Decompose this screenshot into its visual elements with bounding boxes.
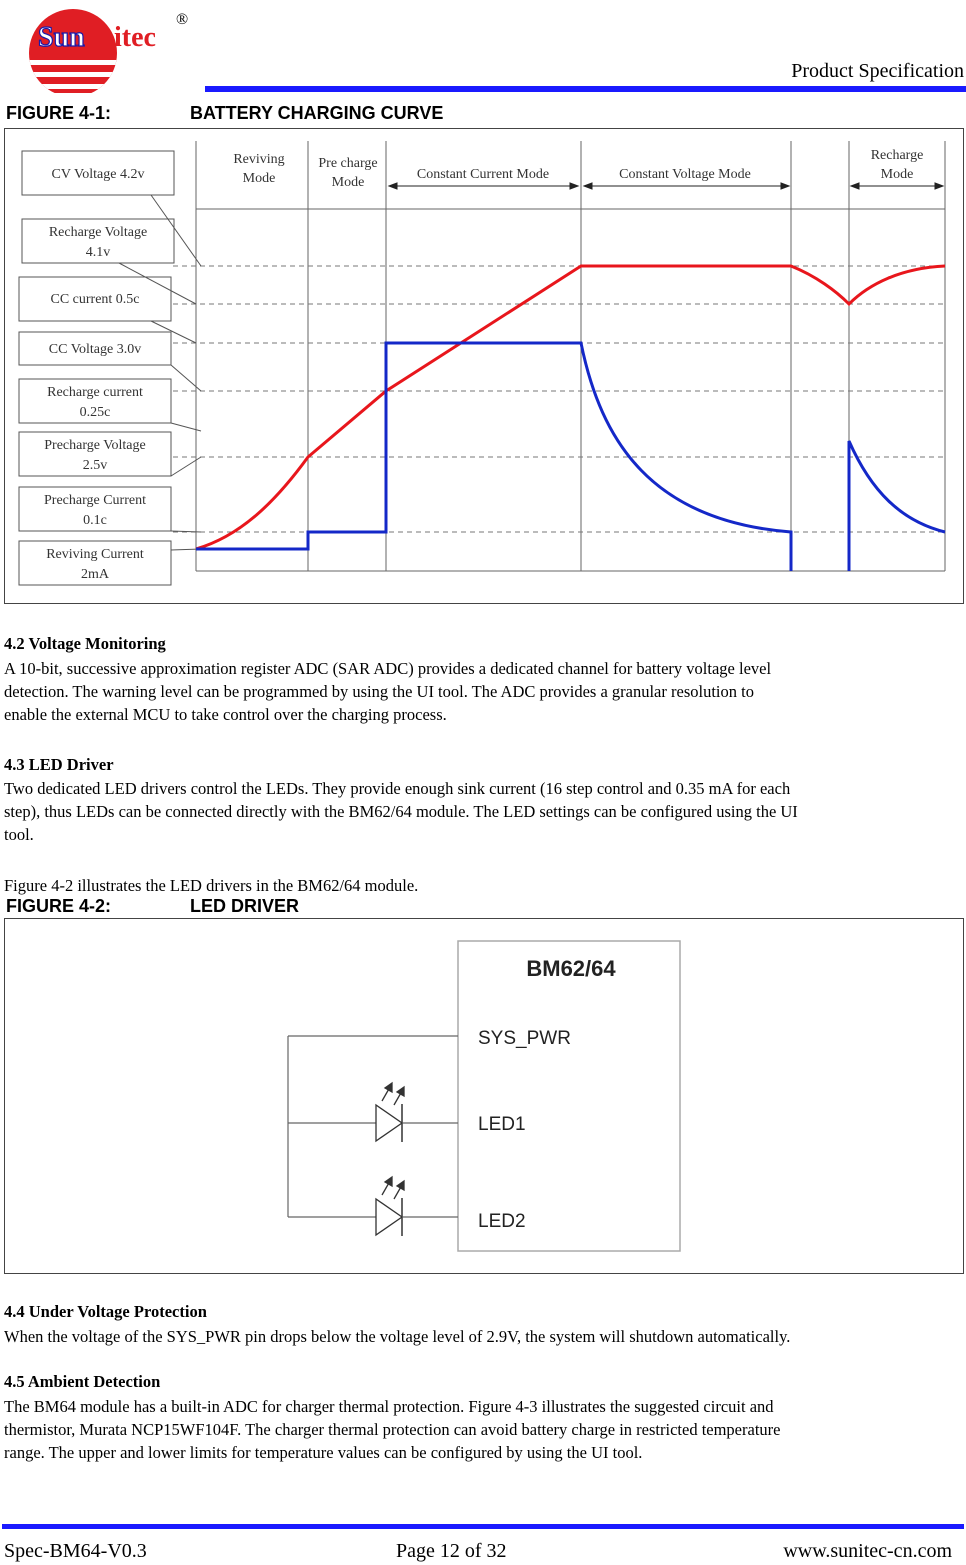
section-4-2-line-1: A 10-bit, successive approximation register ADC (SAR ADC) provides a dedicated channel for battery voltage level — [4, 659, 772, 678]
label-cc-voltage: CC Voltage 3.0v — [48, 342, 142, 357]
figure-1-frame — [4, 128, 964, 604]
label-cv-voltage: CV Voltage 4.2v — [51, 167, 145, 182]
led-driver-diagram — [5, 919, 963, 1273]
section-4-2-line-2: detection. The warning level can be programmed by using the UI tool. The ADC provides a granular resolution to — [4, 682, 754, 701]
section-4-3-line-3: tool. — [4, 825, 34, 844]
header-title: Product Specification — [791, 60, 964, 82]
section-4-3-figure-ref: Figure 4-2 illustrates the LED drivers in the BM62/64 module. — [4, 876, 419, 895]
sunitec-logo — [28, 8, 228, 93]
mode-reviving-line2: Mode — [242, 171, 276, 186]
label-recharge-voltage-line2: 4.1v — [85, 245, 111, 260]
section-4-3-title: 4.3 LED Driver — [4, 755, 114, 774]
charging-curve-diagram — [5, 129, 963, 603]
mode-precharge-line2: Mode — [331, 175, 365, 190]
mode-constant-voltage: Constant Voltage Mode — [619, 167, 751, 182]
led2-diode-icon — [376, 1177, 404, 1236]
registered-mark: ® — [176, 11, 189, 28]
figure-2-number: FIGURE 4-2: — [6, 896, 112, 916]
label-cc-current: CC current 0.5c — [50, 292, 140, 307]
pin-led1: LED1 — [478, 1114, 526, 1135]
label-recharge-voltage-line1: Recharge Voltage — [48, 225, 148, 240]
label-recharge-current-line1: Recharge current — [47, 385, 143, 400]
label-precharge-current-line2: 0.1c — [83, 513, 107, 528]
section-4-3-line-2: step), thus LEDs can be connected directly with the BM62/64 module. The LED settings can be configured using the UI — [4, 802, 798, 821]
mode-recharge-line2: Mode — [880, 167, 914, 182]
pin-sys-pwr: SYS_PWR — [478, 1028, 571, 1049]
section-4-3-line-1: Two dedicated LED drivers control the LEDs. They provide enough sink current (16 step control and 0.35 mA for each — [4, 779, 791, 798]
header-rule — [205, 86, 966, 92]
mode-precharge-line1: Pre charge — [318, 156, 378, 171]
logo-sun-text: Sun — [38, 22, 85, 53]
footer-spec: Spec-BM64-V0.3 — [4, 1540, 147, 1562]
label-reviving-current-line2: 2mA — [81, 567, 109, 582]
footer-page-number: Page 12 of 32 — [396, 1540, 507, 1562]
section-4-5-line-1: The BM64 module has a built-in ADC for charger thermal protection. Figure 4-3 illustrates the suggested circuit and — [4, 1397, 774, 1416]
section-4-4-title: 4.4 Under Voltage Protection — [4, 1302, 207, 1321]
module-block — [458, 941, 680, 1251]
figure-2-frame — [4, 918, 964, 1274]
mode-recharge-line1: Recharge — [870, 148, 924, 163]
label-precharge-current-line1: Precharge Current — [44, 493, 146, 508]
section-4-2-line-3: enable the external MCU to take control over the charging process. — [4, 705, 447, 724]
label-precharge-voltage-line1: Precharge Voltage — [44, 438, 146, 453]
mode-constant-current: Constant Current Mode — [416, 167, 550, 182]
figure-1-title: BATTERY CHARGING CURVE — [190, 103, 444, 123]
footer-url[interactable]: www.sunitec-cn.com — [783, 1540, 952, 1562]
section-4-5-title: 4.5 Ambient Detection — [4, 1372, 161, 1391]
label-reviving-current-line1: Reviving Current — [46, 547, 144, 562]
section-4-2-title: 4.2 Voltage Monitoring — [4, 634, 166, 653]
figure-2-title: LED DRIVER — [190, 896, 300, 916]
footer-rule — [2, 1524, 964, 1529]
label-precharge-voltage-line2: 2.5v — [82, 458, 108, 473]
led1-diode-icon — [376, 1083, 404, 1142]
logo-itec-text: itec — [114, 22, 156, 53]
module-label: BM62/64 — [526, 956, 616, 981]
section-4-5-line-2: thermistor, Murata NCP15WF104F. The charger thermal protection can avoid battery charge in restricted temperature — [4, 1420, 781, 1439]
figure-1-number: FIGURE 4-1: — [6, 103, 112, 123]
mode-reviving-line1: Reviving — [233, 152, 285, 167]
pin-led2: LED2 — [478, 1211, 526, 1232]
label-recharge-current-line2: 0.25c — [79, 405, 111, 420]
section-4-5-line-3: range. The upper and lower limits for temperature values can be configured by using the UI tool. — [4, 1443, 643, 1462]
section-4-4-line-1: When the voltage of the SYS_PWR pin drops below the voltage level of 2.9V, the system will shutdown automatically. — [4, 1327, 791, 1346]
